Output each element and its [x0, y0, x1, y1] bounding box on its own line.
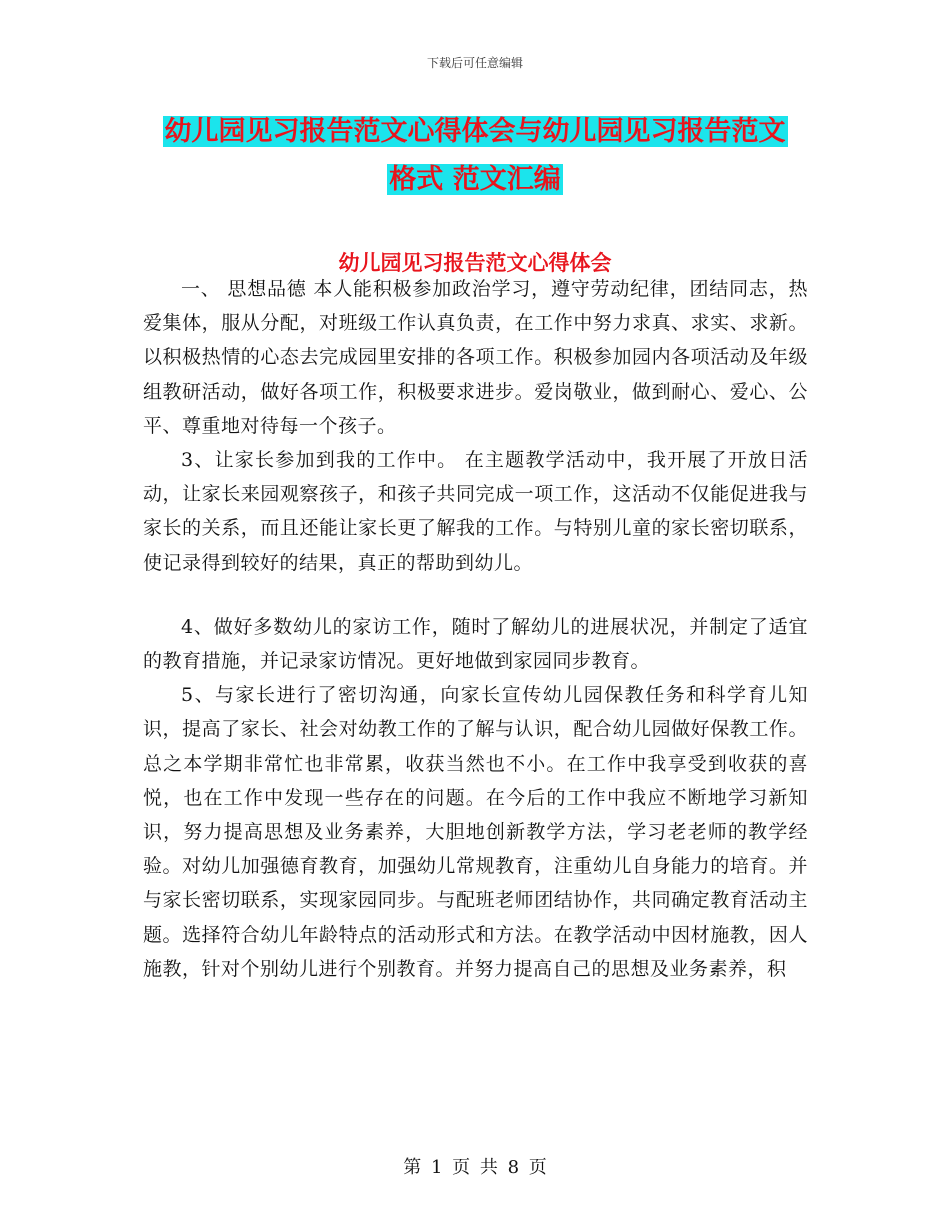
page-number: 第 1 页 共 8 页 — [403, 1157, 547, 1178]
header-note: 下载后可任意编辑 — [426, 56, 523, 70]
paragraph: 4、做好多数幼儿的家访工作，随时了解幼儿的进展状况，并制定了适宜的教育措施，并记录家访情况。更好地做到家园同步教育。 — [143, 615, 808, 673]
document-title-line-2: 格式 范文汇编 — [389, 164, 561, 195]
document-title-line-1: 幼儿园见习报告范文心得体会与幼儿园见习报告范文 — [164, 116, 786, 147]
document-title — [150, 108, 800, 204]
document-body — [143, 272, 808, 986]
paragraph: 一、 思想品德 本人能积极参加政治学习，遵守劳动纪律，团结同志，热爱集体，服从分配，对班级工作认真负责，在工作中努力求真、求实、求新。以积极热情的心态去完成园里安排的各项工作。积极参加园内各项活动及年级组教研活动，做好各项工作，积极要求进步。爱岗敬业，做到耐心、爱心、公平、尊重地对待每一个孩子。 — [143, 278, 808, 437]
paragraph: 3、让家长参加到我的工作中。 在主题教学活动中，我开展了开放日活动，让家长来园观察孩子，和孩子共同完成一项工作，这活动不仅能促进我与家长的关系，而且还能让家长更了解我的工作。与特别儿童的家长密切联系，使记录得到较好的结果，真正的帮助到幼儿。 — [143, 449, 808, 574]
section-title: 幼儿园见习报告范文心得体会 — [338, 251, 612, 275]
paragraph: 5、与家长进行了密切沟通，向家长宣传幼儿园保教任务和科学育儿知识，提高了家长、社会对幼教工作的了解与认识，配合幼儿园做好保教工作。 总之本学期非常忙也非常累，收获当然也不小。在工作中我享受到收获的喜悦，也在工作中发现一些存在的问题。在今后的工作中我应不断地学习新知识，努力提高思想及业务素养，大胆地创新教学方法，学习老老师的教学经验。对幼儿加强德育教育，加强幼儿常规教育，注重幼儿自身能力的培育。并与家长密切联系，实现家园同步。与配班老师团结协作，共同确定教育活动主题。选择符合幼儿年龄特点的活动形式和方法。在教学活动中因材施教，因人施教，针对个别幼儿进行个别教育。并努力提高自己的思想及业务素养，积 — [143, 684, 808, 980]
